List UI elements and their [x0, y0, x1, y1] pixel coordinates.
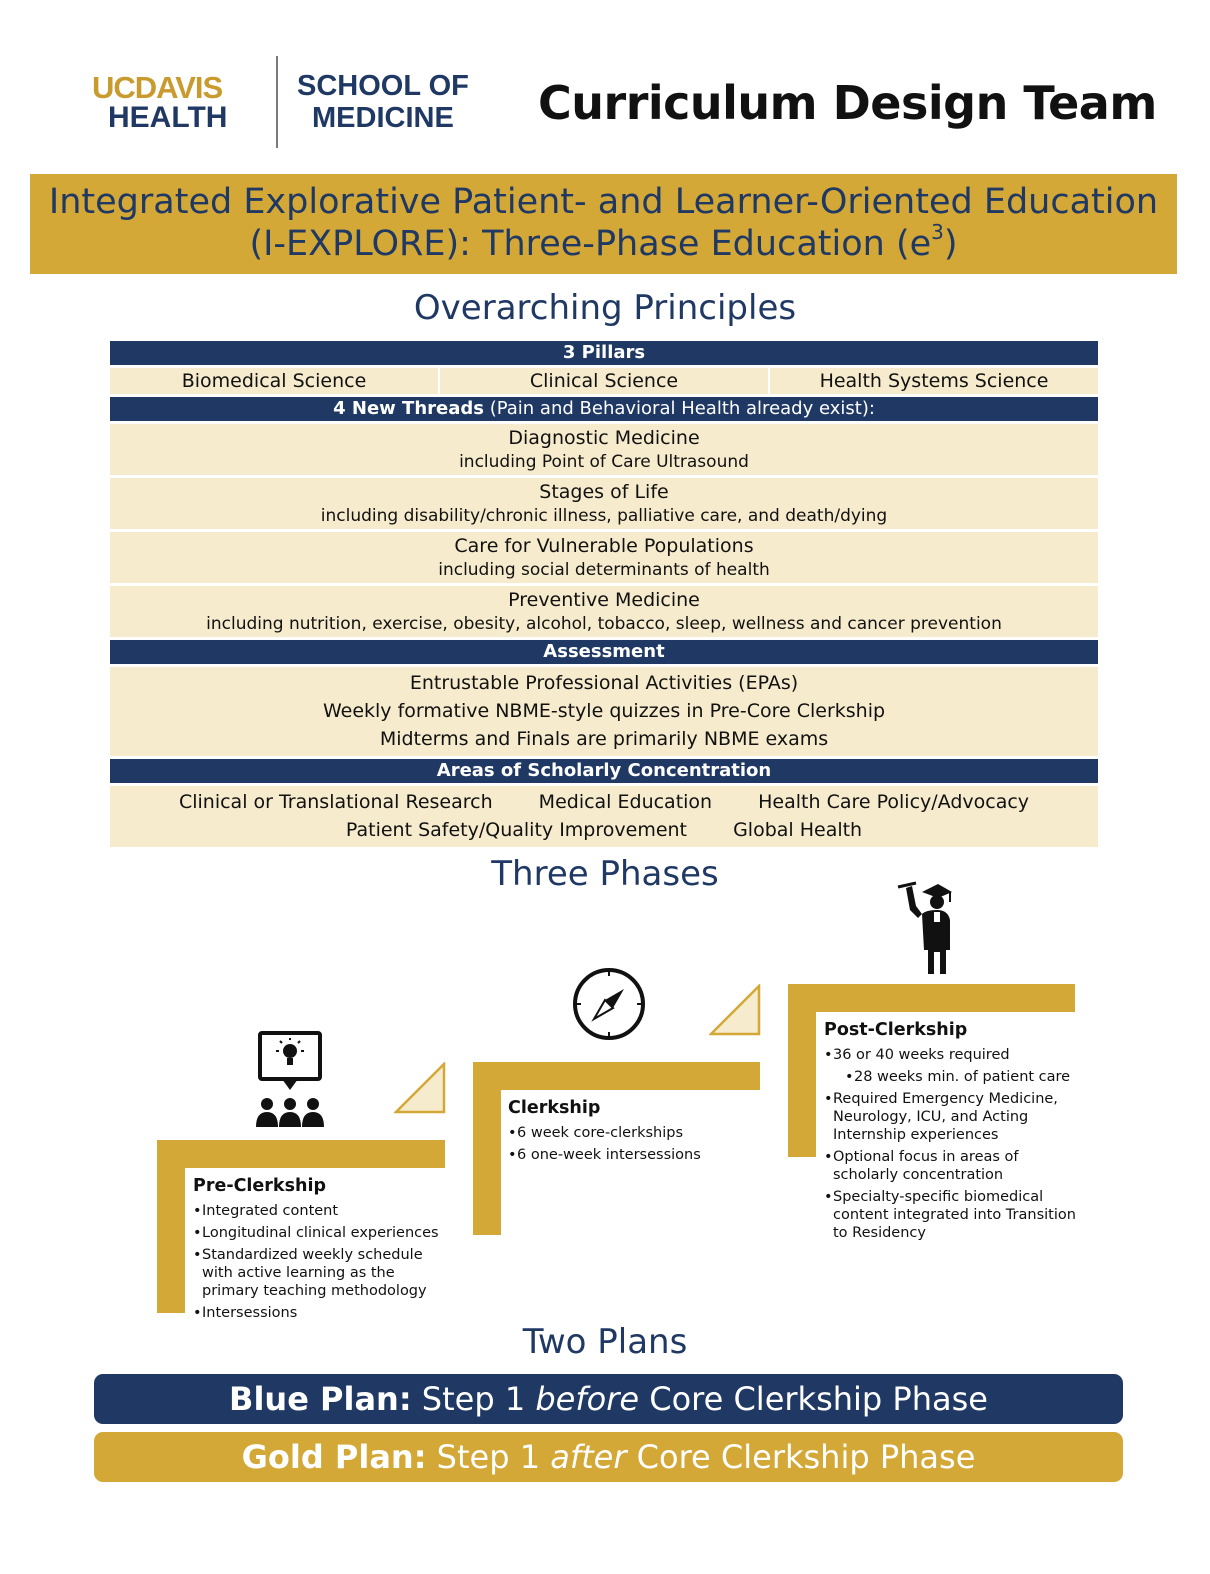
clerkship-item: • 6 week core-clerkships	[508, 1124, 756, 1142]
banner-line-1: Integrated Explorative Patient- and Learner-Oriented Education	[48, 182, 1159, 222]
pre-clerkship-item: • Intersessions	[193, 1304, 441, 1322]
gold-plan-bar: Gold Plan: Step 1 after Core Clerkship Phase	[94, 1432, 1123, 1482]
post-clerkship-subitem: • 28 weeks min. of patient care	[824, 1068, 1080, 1086]
thread-item: Preventive Medicine including nutrition, exercise, obesity, alcohol, tobacco, sleep, wellness and cancer prevention	[110, 586, 1098, 637]
logo-divider	[276, 56, 278, 148]
plans-title: Two Plans	[522, 1322, 688, 1362]
pre-clerkship-item: • Integrated content	[193, 1202, 441, 1220]
step-arrow-1	[394, 1062, 446, 1114]
post-clerkship-card	[824, 1020, 1080, 1246]
classroom-idea-icon	[254, 1030, 326, 1130]
threads-header: 4 New Threads (Pain and Behavioral Health already exist):	[110, 397, 1098, 421]
post-step-top	[788, 984, 1075, 1012]
assessment-item: Entrustable Professional Activities (EPAs)	[409, 672, 799, 694]
scholarly-item: Patient Safety/Quality Improvement	[345, 819, 688, 841]
logo-uc-davis: UCDAVIS	[92, 70, 223, 105]
scholarly-list	[110, 786, 1098, 847]
post-clerkship-item: • Optional focus in areas of scholarly concentration	[824, 1148, 1080, 1184]
principles-title: Overarching Principles	[413, 288, 797, 328]
pillar-item: Biomedical Science	[110, 368, 440, 394]
step-arrow-2	[709, 984, 761, 1036]
thread-item: Diagnostic Medicine including Point of Care Ultrasound	[110, 424, 1098, 475]
clerkship-step-side	[473, 1062, 501, 1235]
clerkship-title: Clerkship	[508, 1098, 601, 1118]
post-clerkship-item: • Specialty-specific biomedical content integrated into Transition to Residency	[824, 1188, 1080, 1242]
principles-table	[110, 341, 1098, 847]
blue-plan-bar: Blue Plan: Step 1 before Core Clerkship Phase	[94, 1374, 1123, 1424]
pre-clerkship-title: Pre-Clerkship	[193, 1176, 326, 1196]
pre-clerkship-item: • Longitudinal clinical experiences	[193, 1224, 441, 1242]
post-clerkship-item: • Required Emergency Medicine, Neurology, ICU, and Acting Internship experiences	[824, 1090, 1080, 1144]
post-clerkship-item: • 36 or 40 weeks required	[824, 1046, 1080, 1064]
scholarly-item: Health Care Policy/Advocacy	[758, 791, 1030, 813]
clerkship-step-top	[473, 1062, 760, 1090]
assessment-item: Midterms and Finals are primarily NBME exams	[379, 728, 829, 750]
post-step-side	[788, 984, 816, 1157]
pre-clerkship-card	[193, 1176, 441, 1326]
pillar-item: Clinical Science	[440, 368, 770, 394]
scholarly-item: Clinical or Translational Research	[178, 791, 493, 813]
pre-step-side	[157, 1140, 185, 1313]
banner-line-2: (I-EXPLORE): Three-Phase Education $(e^3)$	[249, 220, 958, 264]
scholarly-header: Areas of Scholarly Concentration	[110, 759, 1098, 783]
thread-item: Stages of Life including disability/chronic illness, palliative care, and death/dying	[110, 478, 1098, 529]
clerkship-item: • 6 one-week intersessions	[508, 1146, 756, 1164]
assessment-item: Weekly formative NBME-style quizzes in Pre-Core Clerkship	[322, 700, 886, 722]
assessment-list	[110, 667, 1098, 756]
pre-step-top	[157, 1140, 445, 1168]
scholarly-item: Medical Education	[538, 791, 713, 813]
compass-icon	[571, 966, 647, 1042]
graduate-icon	[896, 880, 956, 976]
clerkship-card	[508, 1098, 756, 1168]
logo-medicine: MEDICINE	[312, 102, 454, 134]
page-title: Curriculum Design Team	[538, 76, 1157, 130]
logo-health: HEALTH	[108, 101, 228, 134]
phases-title: Three Phases	[491, 854, 719, 894]
ucdavis-logo	[92, 56, 492, 148]
scholarly-item: Global Health	[733, 819, 863, 841]
pillar-item: Health Systems Science	[819, 370, 1049, 392]
assessment-header: Assessment	[110, 640, 1098, 664]
thread-item: Care for Vulnerable Populations including social determinants of health	[110, 532, 1098, 583]
post-clerkship-title: Post-Clerkship	[824, 1020, 968, 1040]
logo-school-of: SCHOOL OF	[297, 70, 469, 102]
pillars-row	[110, 368, 1098, 394]
pre-clerkship-item: • Standardized weekly schedule with active learning as the primary teaching methodology	[193, 1246, 441, 1300]
pillars-header: 3 Pillars	[110, 341, 1098, 365]
program-banner	[30, 174, 1177, 274]
